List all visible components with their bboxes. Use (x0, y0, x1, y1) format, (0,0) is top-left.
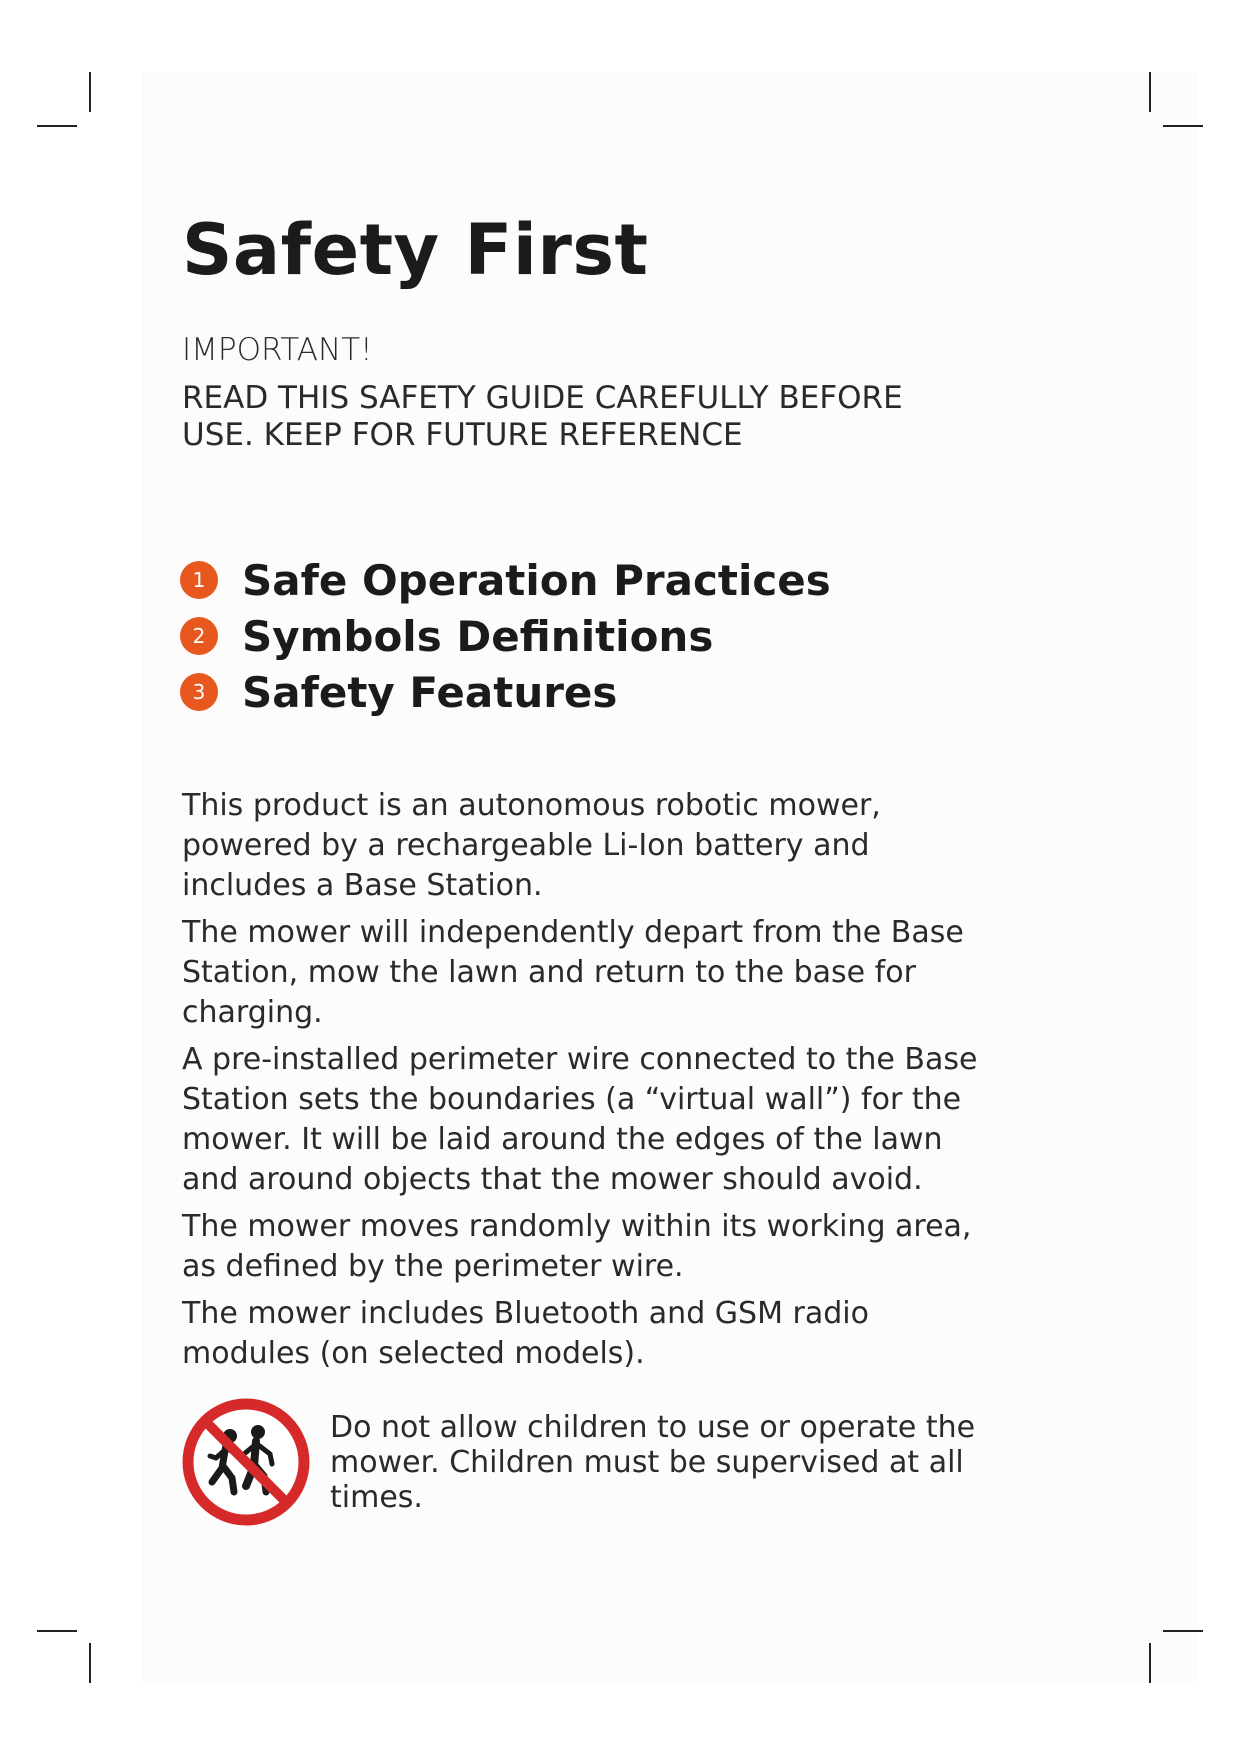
crop-mark-top-right-horizontal (1163, 125, 1203, 127)
section-label: Safety Features (242, 667, 618, 717)
section-item-safety-features (180, 664, 831, 720)
text-line: charging. (182, 995, 323, 1030)
important-label: IMPORTANT! (182, 332, 373, 368)
text-line: as defined by the perimeter wire. (182, 1249, 684, 1284)
section-list (180, 552, 831, 720)
paragraph (182, 1040, 1062, 1200)
read-guide-line: USE. KEEP FOR FUTURE REFERENCE (182, 417, 743, 453)
read-guide-line: READ THIS SAFETY GUIDE CAREFULLY BEFORE (182, 380, 903, 416)
crop-mark-bottom-left-vertical (89, 1643, 91, 1683)
section-label: Safe Operation Practices (242, 555, 831, 605)
text-line: Station, mow the lawn and return to the base for (182, 955, 916, 990)
paragraph (182, 1207, 1062, 1287)
sign-code: 777 129 602 (220, 1500, 272, 1514)
warning-text (330, 1410, 975, 1515)
text-line: mower. It will be laid around the edges of the lawn (182, 1122, 943, 1157)
paragraph (182, 786, 1062, 906)
crop-mark-top-right-vertical (1149, 72, 1151, 112)
text-line: The mower will independently depart from the Base (182, 915, 964, 950)
number-badge: 2 (180, 617, 218, 655)
no-children-icon (182, 1398, 310, 1526)
text-line: A pre-installed perimeter wire connected to the Base (182, 1042, 978, 1077)
crop-mark-top-left-horizontal (37, 125, 77, 127)
text-line: powered by a rechargeable Li-Ion battery and (182, 828, 870, 863)
crop-mark-top-left-vertical (89, 72, 91, 112)
paragraph (182, 913, 1062, 1033)
section-item-symbols (180, 608, 831, 664)
text-line: times. (330, 1480, 423, 1515)
section-label: Symbols Definitions (242, 611, 714, 661)
text-line: The mower moves randomly within its working area, (182, 1209, 972, 1244)
product-description (182, 786, 1062, 1381)
paragraph (182, 1294, 1062, 1374)
children-warning (182, 1398, 975, 1526)
text-line: The mower includes Bluetooth and GSM radio (182, 1296, 869, 1331)
text-line: and around objects that the mower should avoid. (182, 1162, 923, 1197)
number-badge: 1 (180, 561, 218, 599)
crop-mark-bottom-left-horizontal (37, 1630, 77, 1632)
text-line: modules (on selected models). (182, 1336, 645, 1371)
number-badge: 3 (180, 673, 218, 711)
page-title: Safety First (182, 209, 649, 291)
text-line: This product is an autonomous robotic mower, (182, 788, 881, 823)
text-line: mower. Children must be supervised at all (330, 1445, 964, 1480)
crop-mark-bottom-right-horizontal (1163, 1630, 1203, 1632)
text-line: Do not allow children to use or operate the (330, 1410, 976, 1445)
text-line: includes a Base Station. (182, 868, 543, 903)
section-item-safe-operation (180, 552, 831, 608)
text-line: Station sets the boundaries (a “virtual wall”) for the (182, 1082, 962, 1117)
crop-mark-bottom-right-vertical (1149, 1643, 1151, 1683)
read-guide-notice (182, 380, 1082, 454)
